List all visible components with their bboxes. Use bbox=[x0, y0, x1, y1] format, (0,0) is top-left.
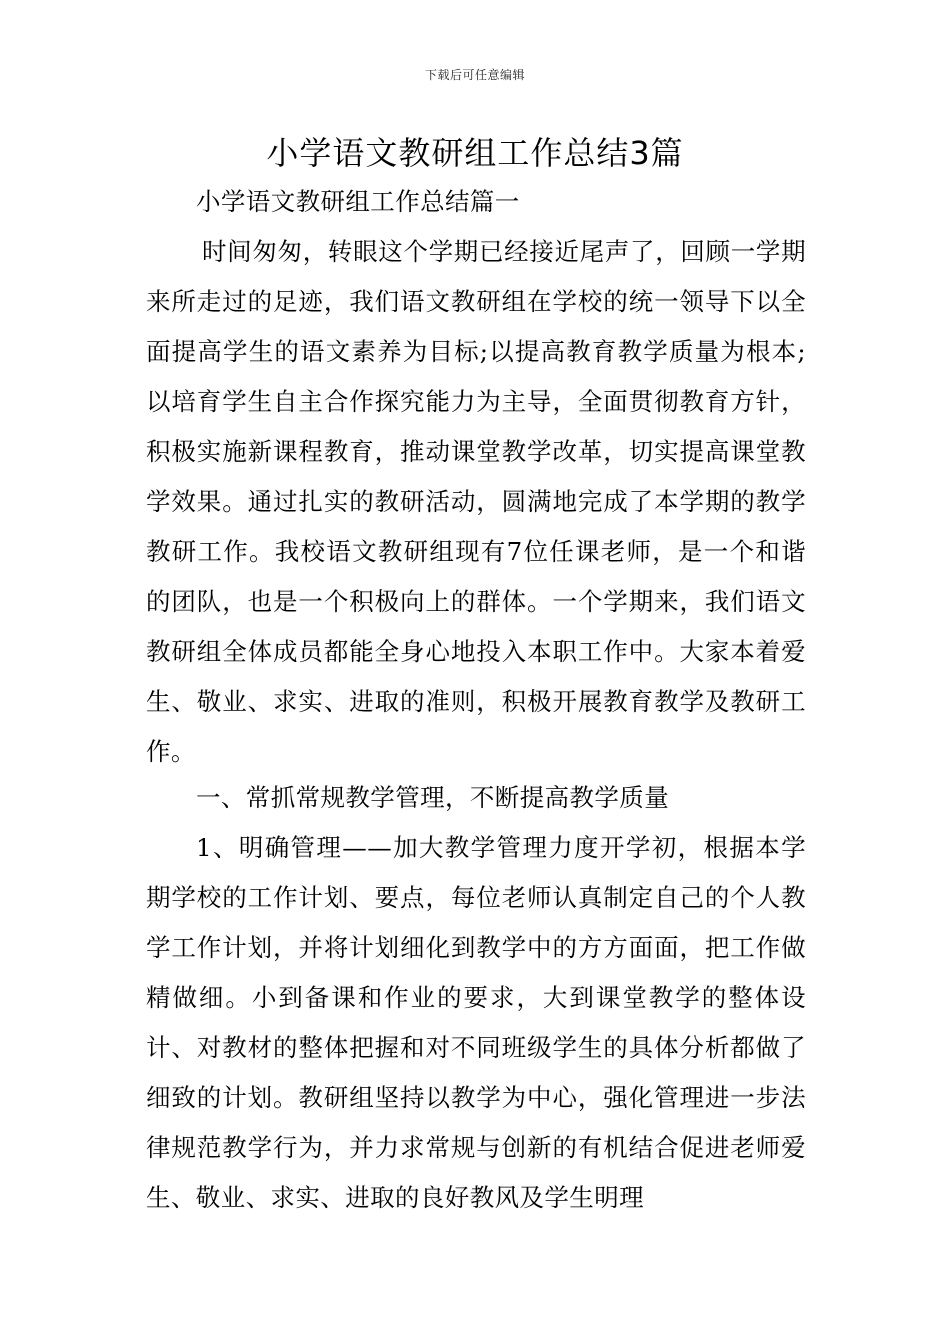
section-heading-text: 一、常抓常规教学管理，不断提高教学质量 bbox=[196, 783, 670, 812]
section-heading bbox=[146, 773, 856, 823]
paragraph-management-text: 1、明确管理——加大教学管理力度开学初，根据本学期学校的工作计划、要点，每位老师认真制定自己的个人教学工作计划，并将计划细化到教学中的方方面面，把工作做精做细。小到备课和作业的要求，大到课堂教学的整体设计、对教材的整体把握和对不同班级学生的具体分析都做了细致的计划。教研组坚持以教学为中心，强化管理进一步法律规范教学行为，并力求常规与创新的有机结合促进老师爱生、敬业、求实、进取的良好教风及学生明理 bbox=[146, 833, 806, 1212]
paragraph-intro bbox=[146, 227, 806, 777]
article-subtitle bbox=[146, 177, 856, 227]
page-header-note: 下载后可任意编辑 bbox=[424, 68, 525, 82]
paragraph-intro-text: 时间匆匆，转眼这个学期已经接近尾声了，回顾一学期来所走过的足迹，我们语文教研组在学校的统一领导下以全面提高学生的语文素养为目标;以提高教育教学质量为根本;以培育学生自主合作探究能力为主导，全面贯彻教育方针，积极实施新课程教育，推动课堂教学改革，切实提高课堂教学效果。通过扎实的教研活动，圆满地完成了本学期的教学教研工作。我校语文教研组现有7位任课老师，是一个和谐的团队，也是一个积极向上的群体。一个学期来，我们语文教研组全体成员都能全身心地投入本职工作中。大家本着爱生、敬业、求实、进取的准则，积极开展教育教学及教研工作。 bbox=[146, 237, 806, 766]
subtitle-text: 小学语文教研组工作总结篇一 bbox=[196, 187, 520, 216]
paragraph-management bbox=[146, 823, 806, 1223]
document-title: 小学语文教研组工作总结3篇 bbox=[266, 134, 684, 172]
